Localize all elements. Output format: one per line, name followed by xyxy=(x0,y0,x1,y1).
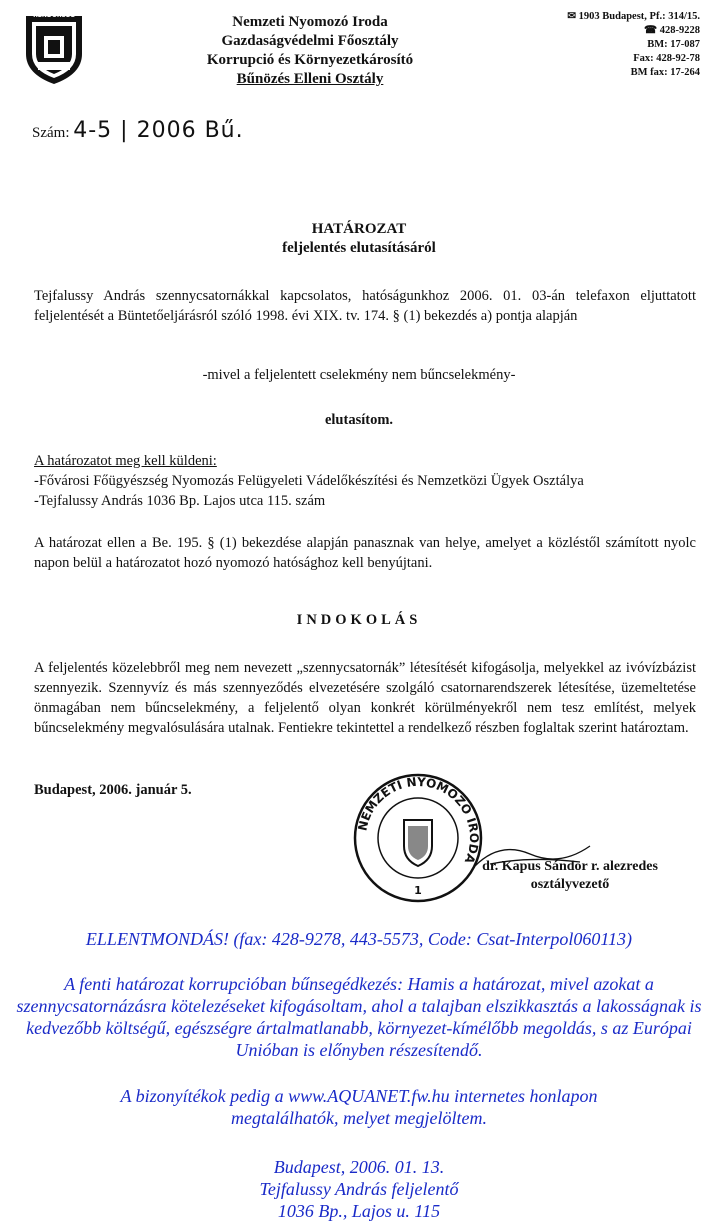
org-line: Korrupció és Környezetkárosító xyxy=(206,52,414,68)
objection-footer xyxy=(0,1156,718,1222)
send-to-section xyxy=(34,451,584,511)
police-logo-icon xyxy=(22,10,86,86)
contact-line: Fax: 428-92-78 xyxy=(633,53,700,64)
document-subtitle: feljelentés elutasításáról xyxy=(282,240,436,256)
indoklas-paragraph: A feljelentés közelebbről meg nem nevezett „szennycsatornák” létesítését kifogásolja, melyekkel az ivóvízbázist szennyezik. Szennyvíz és más szennyeződés elvezetésére szolgáló csatornarendszerek létesítése, üzemeltetése önmagában nem bűncselekmény, a feljelentő olyan konkrét körülményekről nem tesz említést, melyek bűncselekmény megvalósulására utalnak. Fentiekre tekintettel a rendelkező részben foglaltak szerint határoztam. xyxy=(34,660,696,736)
document-title-block xyxy=(0,220,718,258)
send-to-heading: A határozatot meg kell küldeni: xyxy=(34,453,217,469)
signatory-role: osztályvezető xyxy=(530,877,610,892)
objection-heading: ELLENTMONDÁS! (fax: 428-9278, 443-5573, Code: Csat-Interpol060113) xyxy=(85,929,633,949)
org-line: Gazdaságvédelmi Főosztály xyxy=(221,33,399,49)
objection-text: A fenti határozat korrupcióban bűnsegédkezés: Hamis a határozat, mivel azokat a szennycsatornázásra kötelezéseket kifogásoltam, ahol a talajban elszikkasztás a lakosságnak is kedvezőbb költségű, egészségre ártalmatlanabb, környezet-kímélőbb megoldás, s az Európai Unióban is előnyben részesítendő. xyxy=(16,974,702,1060)
appeal-paragraph: A határozat ellen a Be. 195. § (1) bekezdése alapján panasznak van helye, amelyet a közléstől számított nyolc napon belül a határozatot hozó nyomozó hatósághoz kell benyújtani. xyxy=(34,535,696,571)
signatory-name: dr. Kapus Sándor r. alezredes xyxy=(482,859,658,874)
stamp-outer-text: NEMZETI NYOMOZÓ IRODA xyxy=(355,774,482,866)
reference-handwritten-value: 4-5 | 2006 Bű. xyxy=(73,118,244,143)
footer-line: Tejfalussy András feljelentő xyxy=(259,1179,459,1199)
logo-text: RENDŐRSÉG xyxy=(33,12,75,19)
footer-line: Budapest, 2006. 01. 13. xyxy=(273,1157,445,1177)
organization-name xyxy=(140,13,480,89)
contact-line: ✉ 1903 Budapest, Pf.: 314/15. xyxy=(567,11,700,22)
indoklas-heading: INDOKOLÁS xyxy=(296,612,422,628)
reason-line: -mivel a feljelentett cselekmény nem bűncselekmény- xyxy=(202,367,516,383)
document-title: HATÁROZAT xyxy=(311,221,407,237)
contact-line: ☎ 428-9228 xyxy=(644,25,700,36)
reference-label: Szám: xyxy=(32,125,70,141)
footer-line: 1036 Bp., Lajos u. 115 xyxy=(277,1201,441,1221)
intro-paragraph: Tejfalussy András szennycsatornákkal kapcsolatos, hatóságunkhoz 2006. 01. 03-án telefaxon eljuttatott feljelentését a Büntetőeljárásról szóló 1998. évi XIX. tv. 174. § (1) bekezdés a) pontja alapján xyxy=(34,288,696,324)
signature-block xyxy=(440,858,700,894)
contact-line: BM: 17-087 xyxy=(647,39,700,50)
objection-evidence: A bizonyítékok pedig a www.AQUANET.fw.hu internetes honlapon megtalálhatók, melyet megjelöltem. xyxy=(120,1086,598,1128)
contact-line: BM fax: 17-264 xyxy=(630,67,700,78)
recipient: -Fővárosi Főügyészség Nyomozás Felügyeleti Vádelőkészítési és Nemzetközi Ügyek Osztálya xyxy=(34,473,584,489)
org-line: Nemzeti Nyomozó Iroda xyxy=(232,14,388,30)
contact-info xyxy=(520,10,700,80)
stamp-number: 1 xyxy=(414,884,422,897)
org-line: Bűnözés Elleni Osztály xyxy=(236,71,384,87)
reference-number xyxy=(32,118,244,143)
document-date: Budapest, 2006. január 5. xyxy=(34,782,192,798)
decision: elutasítom. xyxy=(324,412,394,428)
recipient: -Tejfalussy András 1036 Bp. Lajos utca 115. szám xyxy=(34,493,326,509)
